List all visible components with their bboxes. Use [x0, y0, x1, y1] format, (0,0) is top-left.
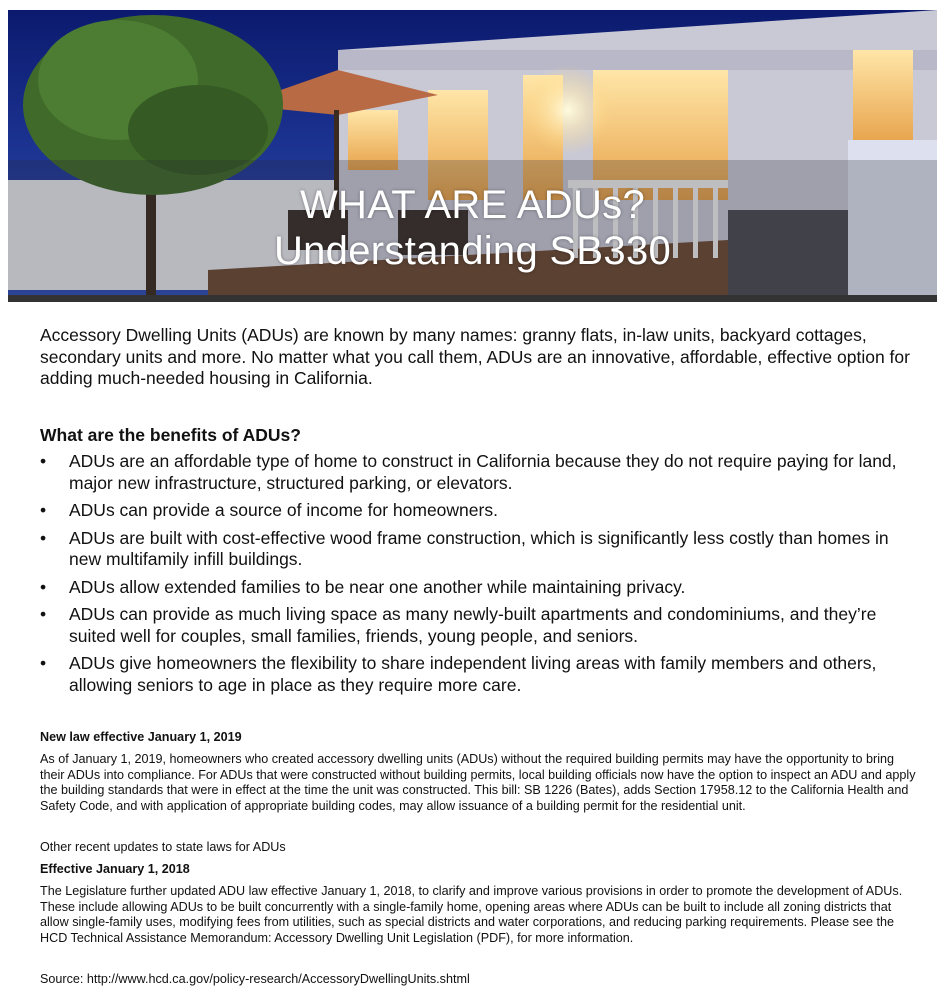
bullet-icon: •	[40, 451, 47, 471]
law-2018-heading: Effective January 1, 2018	[40, 862, 190, 876]
bullet-icon: •	[40, 576, 47, 597]
hero-title-line1: WHAT ARE ADUs?	[299, 183, 646, 227]
other-updates-link[interactable]: Other recent updates to state laws for ADUs	[40, 840, 286, 854]
list-item	[40, 577, 920, 599]
bullet-icon: •	[40, 653, 47, 673]
intro-paragraph: Accessory Dwelling Units (ADUs) are known by many names: granny flats, in-law units, backyard cottages, secondary units and more. No matter what you call them, ADUs are an innovative, affordable, effective option for adding much-needed housing in California.	[40, 325, 910, 388]
hero-banner	[8, 10, 937, 302]
benefit-text: ADUs are an affordable type of home to construct in California because they do not require paying for land, major new infrastructure, structured parking, or elevators.	[69, 451, 897, 493]
benefit-text: ADUs allow extended families to be near one another while maintaining privacy.	[69, 576, 686, 597]
list-item	[40, 500, 920, 522]
benefit-text: ADUs give homeowners the flexibility to share independent living areas with family members and others, allowing seniors to age in place as they require more care.	[69, 653, 877, 695]
bullet-icon: •	[40, 527, 47, 548]
benefit-text: ADUs can provide as much living space as many newly-built apartments and condominiums, and they’re suited well for couples, small families, friends, young people, and seniors.	[69, 604, 877, 646]
list-item	[40, 604, 920, 647]
list-item	[40, 528, 920, 571]
law-2019-heading: New law effective January 1, 2019	[40, 730, 242, 744]
benefits-list	[40, 451, 920, 702]
list-item	[40, 451, 920, 494]
law-2018-body: The Legislature further updated ADU law effective January 1, 2018, to clarify and improve various provisions in order to promote the development of ADUs. These include allowing ADUs to be built concurrently with a single-family home, opening areas where ADUs can be built to include all zoning districts that allow single-family uses, modifying fees from utilities, such as special districts and water corporations, and reducing parking requirements. Please see the HCD Technical Assistance Memorandum: Accessory Dwelling Unit Legislation (PDF), for more information.	[40, 884, 903, 945]
benefit-text: ADUs can provide a source of income for homeowners.	[69, 500, 498, 520]
bullet-icon: •	[40, 604, 47, 624]
list-item	[40, 653, 920, 696]
benefit-text: ADUs are built with cost-effective wood frame construction, which is significantly less costly than homes in new multifamily infill buildings.	[69, 527, 889, 569]
bullet-icon: •	[40, 500, 47, 520]
law-2019-body: As of January 1, 2019, homeowners who created accessory dwelling units (ADUs) without the required building permits may have the opportunity to bring their ADUs into compliance. For ADUs that were constructed without building permits, local building officials now have the option to inspect an ADU and apply the building standards that were in effect at the time the unit was constructed. This bill: SB 1226 (Bates), adds Section 17958.12 to the California Health and Safety Code, and with application of appropriate building codes, may allow issuance of a building permit for the residential unit.	[40, 752, 916, 813]
source-link[interactable]: Source: http://www.hcd.ca.gov/policy-research/AccessoryDwellingUnits.shtml	[40, 972, 470, 986]
hero-title-line2: Understanding SB330	[273, 229, 672, 273]
hero-title	[8, 182, 937, 274]
benefits-heading: What are the benefits of ADUs?	[40, 425, 301, 445]
